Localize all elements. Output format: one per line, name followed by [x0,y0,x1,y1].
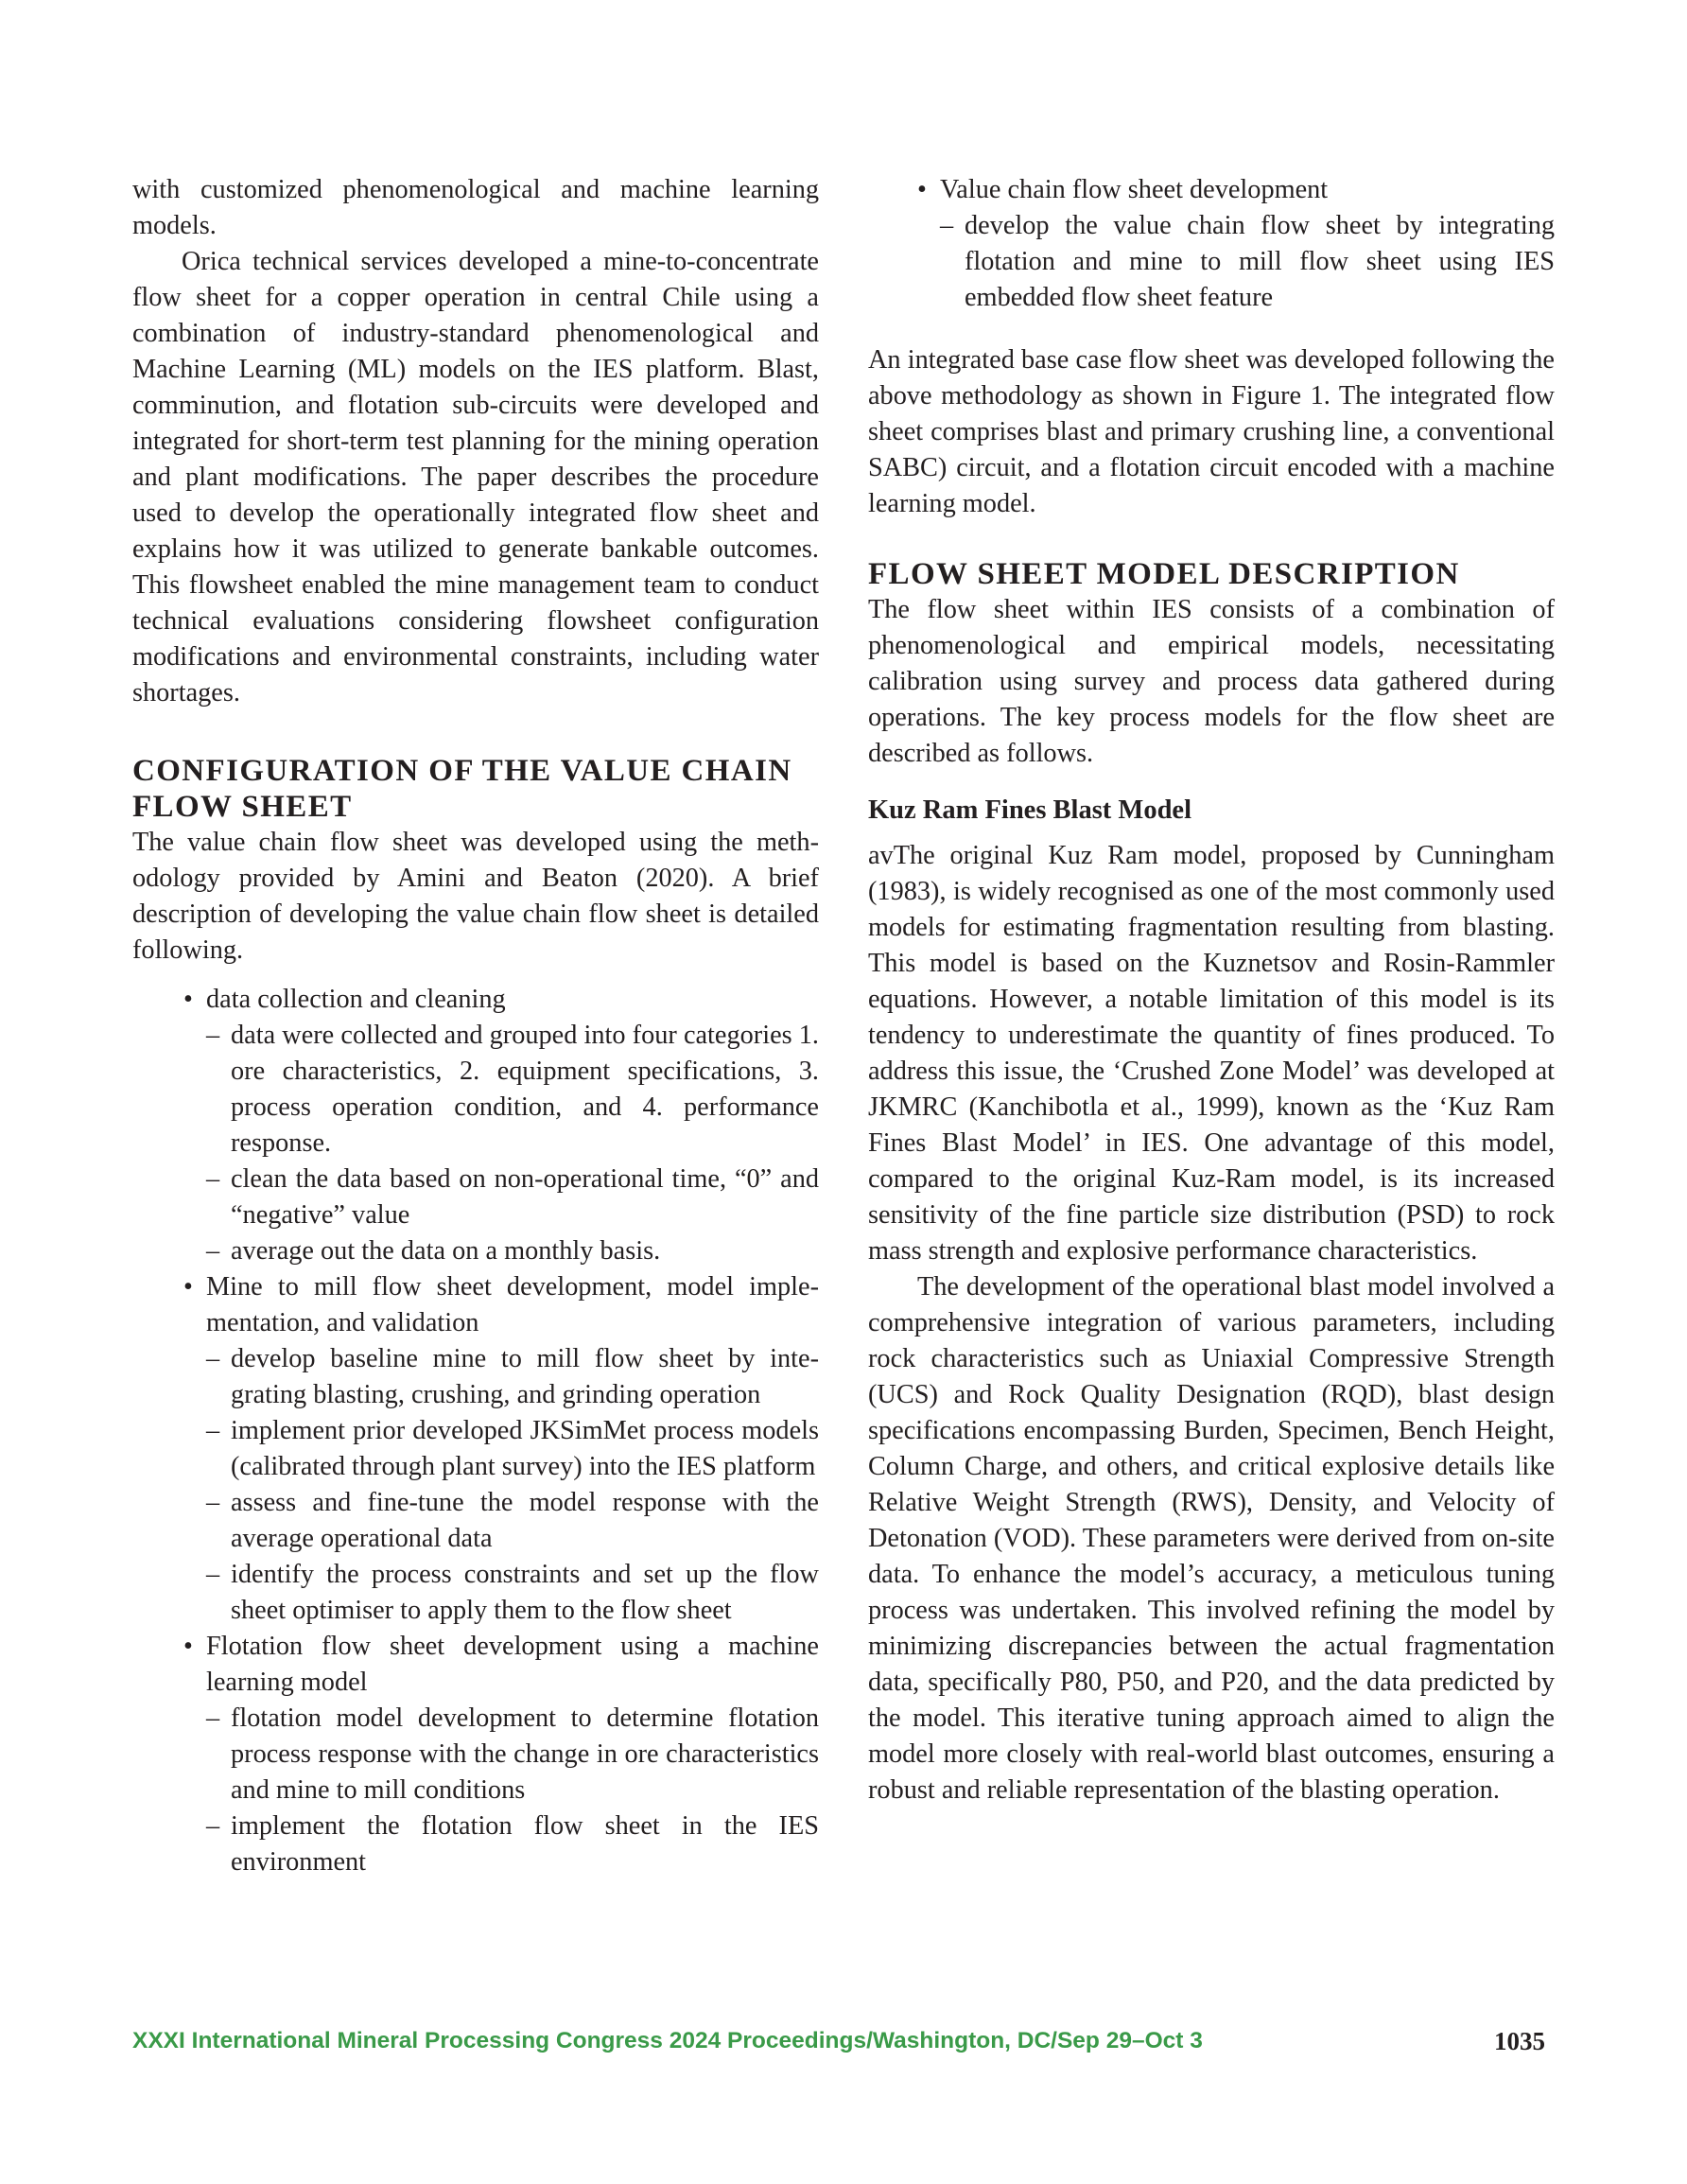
sub-list-item: – develop baseline mine to mill flow sheet by integrating blasting, crushing, and grinding operation [231,1341,819,1413]
configuration-paragraph: The value chain flow sheet was developed using the methodology provided by Amini and Beaton (2020). A brief description of developing the value chain flow sheet is detailed following. [132,828,819,965]
blast-development-paragraph: The development of the operational blast model involved a comprehensive integration of various parameters, including rock characteristics such as Uniaxial Compressive Strength (UCS) and Rock Quality Designation (RQD), blast design specifications encompassing Burden, Specimen, Bench Height, Column Charge, and others, and critical explosive details like Relative Weight Strength (RWS), Density, and Velocity of Detonation (VOD). These parameters were derived from on-site data. To enhance the model’s accuracy, a meticulous tuning process was undertaken. This involved refining the model by minimizing discrepancies between the actual fragmentation data, specifically P80, P50, and P20, and the data predicted by the model. This iterative tuning approach aimed to align the model more closely with real-world blast outcomes, ensuring a robust and reliable representation of the blasting operation. [868,1272,1555,1805]
page-footer [132,2022,1545,2060]
list-item [206,1629,819,1880]
sub-list [206,1341,819,1629]
right-column [868,172,1555,1808]
left-column [132,172,819,1880]
list-item [206,1269,819,1629]
subsection-heading-kuz-ram: Kuz Ram Fines Blast Model [868,795,1191,825]
sub-list-item: – assess and fine-tune the model response with the average operational data [231,1485,819,1557]
methodology-list [132,982,819,1880]
sub-list-item: – implement prior developed JKSimMet process models (calibrated through plant survey) into the IES platform [231,1413,819,1485]
list-item-label: • Value chain flow sheet development [940,175,1329,204]
list-item [206,982,819,1269]
sub-list [940,208,1555,316]
kuz-ram-paragraph: avThe original Kuz Ram model, proposed by Cunningham (1983), is widely recognised as one of the most commonly used models for estimating fragmentation resulting from blasting. This model is based on the Kuznetsov and Rosin-Rammler equations. However, a notable limitation of this model is its tendency to underestimate the quantity of fines produced. To address this issue, the ‘Crushed Zone Model’ was developed at JKMRC (Kanchibotla et al., 1999), known as the ‘Kuz Ram Fines Blast Model’ in IES. One advantage of this model, compared to the original Kuz-Ram model, is its increased sensitivity of the fine particle size distribution (PSD) to rock mass strength and explosive performance characteristics. [868,841,1555,1266]
footer-proceedings-title: XXXI International Mineral Processing Congress 2024 Proceedings/Washington, DC/Sep 29–Oct 3 [132,2028,1203,2053]
sub-list-item: – average out the data on a monthly basis. [231,1233,819,1269]
model-description-paragraph: The flow sheet within IES consists of a combination of phenomenological and empirical models, necessitating calibration using survey and process data gathered during operations. The key process models for the flow sheet are described as follows. [868,595,1555,768]
list-item-label: • data collection and cleaning [206,985,506,1014]
section-heading-configuration: CONFIGURATION OF THE VALUE CHAIN FLOW SHEET [132,754,792,824]
sub-list-item: – implement the flotation flow sheet in the IES environment [231,1808,819,1880]
sub-list-item: – identify the process constraints and set up the flow sheet optimiser to apply them to the flow sheet [231,1557,819,1629]
value-chain-list [868,172,1555,316]
list-item-label: • Mine to mill flow sheet development, model implementation, and validation [206,1272,819,1337]
sub-list-item: – develop the value chain flow sheet by integrating flotation and mine to mill flow sheet using IES embedded flow sheet feature [965,208,1555,316]
sub-list-item: – data were collected and grouped into four categories 1. ore characteristics, 2. equipment specifications, 3. process operation condition, and 4. performance response. [231,1018,819,1162]
list-item [940,172,1555,316]
sub-list [206,1018,819,1269]
intro-paragraph: with customized phenomenological and machine learning models. [132,175,819,240]
sub-list [206,1701,819,1880]
sub-list-item: – clean the data based on non-operational time, “0” and “negative” value [231,1162,819,1233]
sub-list-item: – flotation model development to determine flotation process response with the change in ore characteristics and mine to mill conditions [231,1701,819,1808]
base-case-paragraph: An integrated base case flow sheet was developed following the above methodology as shown in Figure 1. The integrated flow sheet comprises blast and primary crushing line, a conventional SABC) circuit, and a flotation circuit encoded with a machine learning model. [868,345,1555,518]
page-number: 1035 [1494,2027,1545,2055]
list-item-label: • Flotation flow sheet development using a machine learning model [206,1632,819,1697]
section-heading-model-description: FLOW SHEET MODEL DESCRIPTION [868,557,1460,591]
orica-paragraph: Orica technical services developed a mine-to-concentrate flow sheet for a copper operation in central Chile using a combination of industry-standard phenomenological and Machine Learning (ML) models on the IES platform. Blast, comminution, and flotation sub-circuits were developed and integrated for short-term test planning for the mining operation and plant modifications. The paper describes the procedure used to develop the operationally integrated flow sheet and explains how it was utilized to generate bankable outcomes. This flowsheet enabled the mine management team to conduct technical evaluations considering flowsheet configuration modifications and environmental constraints, including water shortages. [132,247,819,708]
